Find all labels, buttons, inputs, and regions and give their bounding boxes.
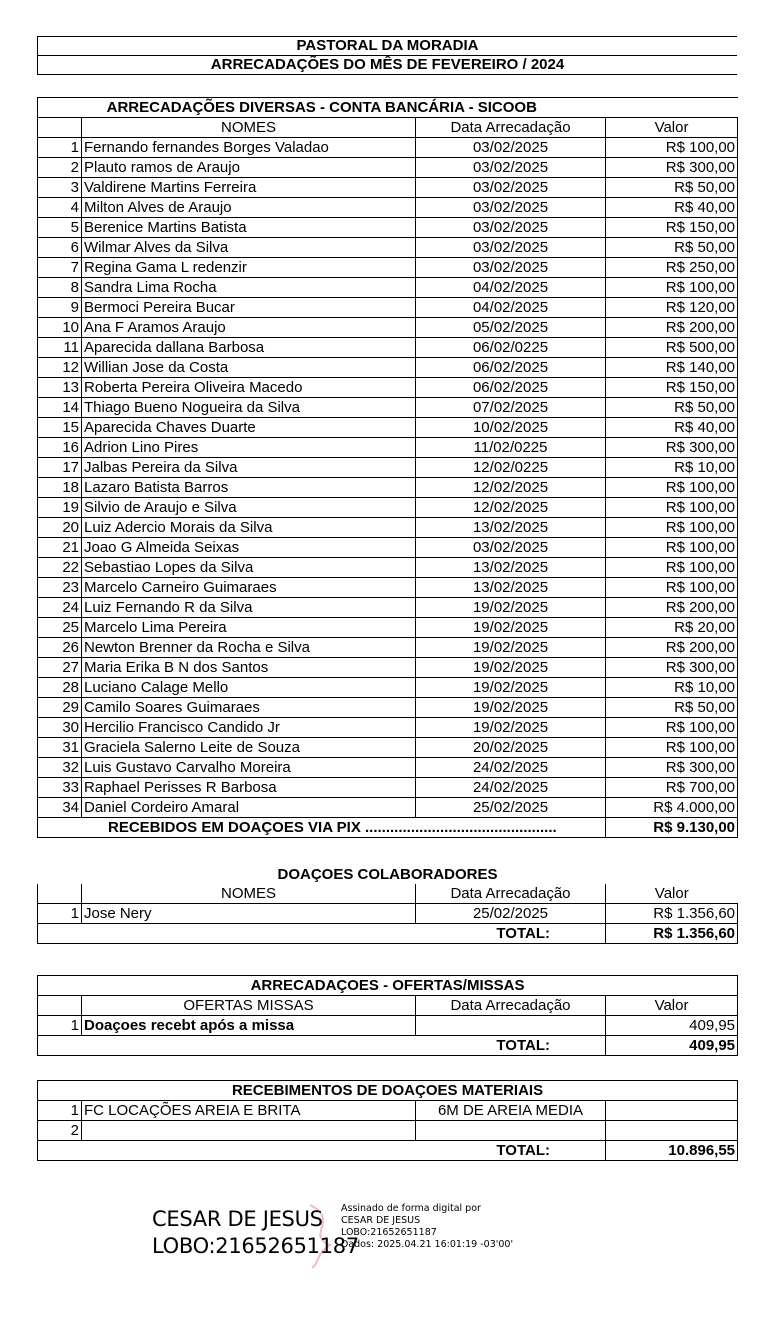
table-row: [38, 718, 738, 738]
row-name: Roberta Pereira Oliveira Macedo: [82, 378, 416, 398]
row-name: Graciela Salerno Leite de Souza: [82, 738, 416, 758]
material-donations-table: [37, 1080, 738, 1161]
row-number: 2: [38, 158, 82, 178]
row-date: 03/02/2025: [416, 198, 606, 218]
row-name: Luis Gustavo Carvalho Moreira: [82, 758, 416, 778]
row-name: Willian Jose da Costa: [82, 358, 416, 378]
row-value: R$ 300,00: [606, 658, 738, 678]
row-name: Maria Erika B N dos Santos: [82, 658, 416, 678]
row-value: R$ 1.356,60: [606, 904, 738, 924]
row-name: Hercilio Francisco Candido Jr: [82, 718, 416, 738]
table-row: [38, 338, 738, 358]
row-number: 2: [38, 1121, 82, 1141]
table-row: [38, 458, 738, 478]
row-name: Lazaro Batista Barros: [82, 478, 416, 498]
row-name: Adrion Lino Pires: [82, 438, 416, 458]
row-value: R$ 500,00: [606, 338, 738, 358]
table-row: [38, 378, 738, 398]
row-name: Marcelo Carneiro Guimaraes: [82, 578, 416, 598]
total-label: TOTAL:: [38, 924, 606, 944]
row-value: R$ 100,00: [606, 278, 738, 298]
row-date: 19/02/2025: [416, 658, 606, 678]
row-number: 19: [38, 498, 82, 518]
row-number: 1: [38, 1016, 82, 1036]
row-value: R$ 100,00: [606, 518, 738, 538]
row-name: Sebastiao Lopes da Silva: [82, 558, 416, 578]
row-date: 13/02/2025: [416, 558, 606, 578]
row-date: 12/02/0225: [416, 458, 606, 478]
table-row: [38, 438, 738, 458]
report-subtitle: ARRECADAÇÕES DO MÊS DE FEVEREIRO / 2024: [38, 56, 738, 75]
total-value: R$ 1.356,60: [606, 924, 738, 944]
row-date: 04/02/2025: [416, 298, 606, 318]
row-name: Jalbas Pereira da Silva: [82, 458, 416, 478]
signature-detail-line: Dados: 2025.04.21 16:01:19 -03'00': [341, 1239, 514, 1250]
row-number: 15: [38, 418, 82, 438]
table-row: [38, 618, 738, 638]
row-date: 25/02/2025: [416, 904, 606, 924]
row-date: 12/02/2025: [416, 478, 606, 498]
row-name: Plauto ramos de Araujo: [82, 158, 416, 178]
row-name: Luiz Fernando R da Silva: [82, 598, 416, 618]
row-number: 21: [38, 538, 82, 558]
row-number: 5: [38, 218, 82, 238]
column-header-value: Valor: [606, 118, 738, 138]
row-number: 10: [38, 318, 82, 338]
row-number: 11: [38, 338, 82, 358]
row-name: Silvio de Araujo e Silva: [82, 498, 416, 518]
signer-name-line1: CESAR DE JESUS: [152, 1207, 323, 1231]
table-row: [38, 158, 738, 178]
row-value: R$ 50,00: [606, 238, 738, 258]
row-name: Doaçoes recebt após a missa: [82, 1016, 416, 1036]
row-number: 12: [38, 358, 82, 378]
row-date: 13/02/2025: [416, 578, 606, 598]
row-value: R$ 100,00: [606, 578, 738, 598]
row-number: 6: [38, 238, 82, 258]
row-value: R$ 40,00: [606, 418, 738, 438]
table-row: [38, 318, 738, 338]
row-date: 07/02/2025: [416, 398, 606, 418]
row-value: R$ 300,00: [606, 438, 738, 458]
row-name: Luiz Adercio Morais da Silva: [82, 518, 416, 538]
row-name: FC LOCAÇÕES AREIA E BRITA: [82, 1101, 416, 1121]
row-name: Jose Nery: [82, 904, 416, 924]
row-date: 03/02/2025: [416, 258, 606, 278]
row-value: R$ 10,00: [606, 458, 738, 478]
section-title: DOAÇOES COLABORADORES: [277, 866, 498, 883]
row-name: Valdirene Martins Ferreira: [82, 178, 416, 198]
row-date: 19/02/2025: [416, 618, 606, 638]
column-header-date: Data Arrecadação: [416, 996, 606, 1016]
column-header-date: Data Arrecadação: [416, 884, 606, 904]
row-number: 4: [38, 198, 82, 218]
row-name: Camilo Soares Guimaraes: [82, 698, 416, 718]
collaborator-donations-table: [37, 865, 738, 944]
row-number: 24: [38, 598, 82, 618]
table-row: [38, 498, 738, 518]
row-date: 11/02/0225: [416, 438, 606, 458]
row-number: 17: [38, 458, 82, 478]
table-row: [38, 904, 738, 924]
row-name: Wilmar Alves da Silva: [82, 238, 416, 258]
row-value: 409,95: [606, 1016, 738, 1036]
table-row: [38, 658, 738, 678]
row-value: R$ 300,00: [606, 158, 738, 178]
table-row: [38, 478, 738, 498]
row-value: [606, 1101, 738, 1121]
table-row: [38, 698, 738, 718]
row-number: 1: [38, 1101, 82, 1121]
row-date: [416, 1016, 606, 1036]
row-date: 24/02/2025: [416, 758, 606, 778]
table-row: [38, 678, 738, 698]
row-value: R$ 10,00: [606, 678, 738, 698]
row-value: R$ 20,00: [606, 618, 738, 638]
table-row: [38, 1121, 738, 1141]
pix-total-value: R$ 9.130,00: [606, 818, 738, 838]
table-row: [38, 138, 738, 158]
row-value: R$ 700,00: [606, 778, 738, 798]
row-date: [416, 1121, 606, 1141]
row-number: 32: [38, 758, 82, 778]
row-value: R$ 100,00: [606, 478, 738, 498]
row-date: 03/02/2025: [416, 218, 606, 238]
section-title: ARRECADAÇOES - OFERTAS/MISSAS: [38, 976, 738, 996]
row-number: 28: [38, 678, 82, 698]
row-name: Thiago Bueno Nogueira da Silva: [82, 398, 416, 418]
row-date: 25/02/2025: [416, 798, 606, 818]
row-date: 20/02/2025: [416, 738, 606, 758]
report-title: PASTORAL DA MORADIA: [38, 37, 738, 56]
row-date: 13/02/2025: [416, 518, 606, 538]
row-number: 27: [38, 658, 82, 678]
row-date: 19/02/2025: [416, 678, 606, 698]
row-date: 06/02/0225: [416, 338, 606, 358]
column-header-date: Data Arrecadação: [416, 118, 606, 138]
signature-detail-line: Assinado de forma digital por: [341, 1203, 481, 1214]
row-name: Aparecida dallana Barbosa: [82, 338, 416, 358]
row-value: R$ 250,00: [606, 258, 738, 278]
row-number: 34: [38, 798, 82, 818]
row-value: R$ 4.000,00: [606, 798, 738, 818]
row-number: 18: [38, 478, 82, 498]
table-row: [38, 398, 738, 418]
table-row: [38, 558, 738, 578]
row-date: 19/02/2025: [416, 718, 606, 738]
row-date: 03/02/2025: [416, 238, 606, 258]
section-title: RECEBIMENTOS DE DOAÇOES MATERIAIS: [38, 1081, 738, 1101]
column-header-value: Valor: [606, 996, 738, 1016]
row-number: 9: [38, 298, 82, 318]
report-header: [37, 36, 737, 75]
row-value: R$ 50,00: [606, 698, 738, 718]
row-date: 24/02/2025: [416, 778, 606, 798]
table-row: [38, 1016, 738, 1036]
row-value: [606, 1121, 738, 1141]
row-date: 03/02/2025: [416, 158, 606, 178]
table-row: [38, 178, 738, 198]
row-date: 05/02/2025: [416, 318, 606, 338]
row-number: 16: [38, 438, 82, 458]
row-name: Raphael Perisses R Barbosa: [82, 778, 416, 798]
row-number: 7: [38, 258, 82, 278]
row-value: R$ 50,00: [606, 398, 738, 418]
row-number: 8: [38, 278, 82, 298]
row-number: 29: [38, 698, 82, 718]
table-row: [38, 1101, 738, 1121]
row-value: R$ 40,00: [606, 198, 738, 218]
table-row: [38, 638, 738, 658]
table-row: [38, 758, 738, 778]
row-name: Daniel Cordeiro Amaral: [82, 798, 416, 818]
table-row: [38, 278, 738, 298]
table-row: [38, 778, 738, 798]
row-date: 19/02/2025: [416, 638, 606, 658]
mass-offerings-table: [37, 975, 738, 1056]
row-value: R$ 50,00: [606, 178, 738, 198]
row-date: 10/02/2025: [416, 418, 606, 438]
row-name: [82, 1121, 416, 1141]
table-row: [38, 738, 738, 758]
table-row: [38, 238, 738, 258]
table-row: [38, 298, 738, 318]
row-number: 31: [38, 738, 82, 758]
row-number: 13: [38, 378, 82, 398]
row-value: R$ 200,00: [606, 638, 738, 658]
row-name: Sandra Lima Rocha: [82, 278, 416, 298]
table-row: [38, 258, 738, 278]
row-number: 1: [38, 904, 82, 924]
row-date: 19/02/2025: [416, 598, 606, 618]
row-value: R$ 100,00: [606, 718, 738, 738]
row-date: 19/02/2025: [416, 698, 606, 718]
row-name: Bermoci Pereira Bucar: [82, 298, 416, 318]
column-header-offerings: OFERTAS MISSAS: [82, 996, 416, 1016]
row-date: 6M DE AREIA MEDIA: [416, 1101, 606, 1121]
row-number: 1: [38, 138, 82, 158]
table-row: [38, 538, 738, 558]
row-name: Luciano Calage Mello: [82, 678, 416, 698]
row-date: 12/02/2025: [416, 498, 606, 518]
row-value: R$ 150,00: [606, 218, 738, 238]
total-label: TOTAL:: [38, 1036, 606, 1056]
pix-total-label: RECEBIDOS EM DOAÇOES VIA PIX ..............................................: [38, 818, 606, 838]
row-name: Regina Gama L redenzir: [82, 258, 416, 278]
row-name: Ana F Aramos Araujo: [82, 318, 416, 338]
row-value: R$ 300,00: [606, 758, 738, 778]
row-number: 22: [38, 558, 82, 578]
row-number: 3: [38, 178, 82, 198]
row-value: R$ 100,00: [606, 538, 738, 558]
row-name: Newton Brenner da Rocha e Silva: [82, 638, 416, 658]
table-row: [38, 598, 738, 618]
total-value: 409,95: [606, 1036, 738, 1056]
row-value: R$ 120,00: [606, 298, 738, 318]
total-label: TOTAL:: [38, 1141, 606, 1161]
section-title: ARRECADAÇÕES DIVERSAS - CONTA BANCÁRIA - SICOOB: [38, 98, 606, 118]
table-row: [38, 578, 738, 598]
row-number: 26: [38, 638, 82, 658]
row-name: Aparecida Chaves Duarte: [82, 418, 416, 438]
row-value: R$ 150,00: [606, 378, 738, 398]
table-row: [38, 798, 738, 818]
signer-name-line2: LOBO:21652651187: [152, 1234, 359, 1258]
row-number: 30: [38, 718, 82, 738]
row-date: 03/02/2025: [416, 178, 606, 198]
table-row: [38, 198, 738, 218]
row-date: 06/02/2025: [416, 378, 606, 398]
table-body: [38, 138, 738, 818]
row-value: R$ 100,00: [606, 138, 738, 158]
signature-details: [341, 1203, 513, 1251]
row-date: 04/02/2025: [416, 278, 606, 298]
row-value: R$ 140,00: [606, 358, 738, 378]
row-number: 23: [38, 578, 82, 598]
row-value: R$ 200,00: [606, 318, 738, 338]
table-row: [38, 418, 738, 438]
row-number: 25: [38, 618, 82, 638]
grand-total-value: 10.896,55: [606, 1141, 738, 1161]
row-date: 03/02/2025: [416, 138, 606, 158]
row-name: Fernando fernandes Borges Valadao: [82, 138, 416, 158]
row-value: R$ 200,00: [606, 598, 738, 618]
signature-detail-line: CESAR DE JESUS: [341, 1215, 421, 1226]
signature-detail-line: LOBO:21652651187: [341, 1227, 437, 1238]
row-value: R$ 100,00: [606, 498, 738, 518]
row-name: Joao G Almeida Seixas: [82, 538, 416, 558]
row-name: Berenice Martins Batista: [82, 218, 416, 238]
row-number: 14: [38, 398, 82, 418]
column-header-names: NOMES: [82, 118, 416, 138]
row-name: Milton Alves de Araujo: [82, 198, 416, 218]
row-name: Marcelo Lima Pereira: [82, 618, 416, 638]
row-date: 06/02/2025: [416, 358, 606, 378]
column-header-names: NOMES: [82, 884, 416, 904]
sicoob-donations-table: [37, 97, 738, 838]
row-number: 33: [38, 778, 82, 798]
signer-name: [152, 1206, 359, 1260]
row-value: R$ 100,00: [606, 738, 738, 758]
row-number: 20: [38, 518, 82, 538]
row-value: R$ 100,00: [606, 558, 738, 578]
column-header-value: Valor: [606, 884, 738, 904]
row-date: 03/02/2025: [416, 538, 606, 558]
table-row: [38, 518, 738, 538]
table-row: [38, 358, 738, 378]
table-row: [38, 218, 738, 238]
